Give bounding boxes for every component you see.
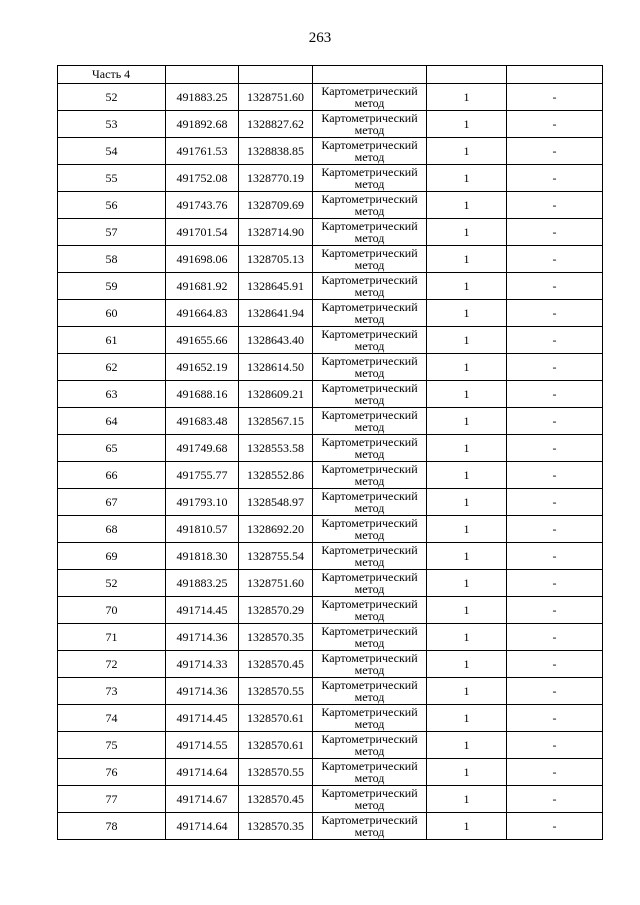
coordinate-x: 491755.77 [166, 462, 239, 489]
page-number: 263 [308, 30, 332, 46]
accuracy-value: 1 [427, 84, 507, 111]
note-value: - [507, 381, 603, 408]
table-row [58, 489, 603, 516]
method-cell [313, 597, 427, 624]
method-line-2: метод [354, 231, 385, 245]
table-row [58, 111, 603, 138]
empty-cell [427, 66, 507, 84]
accuracy-value: 1 [427, 408, 507, 435]
method-line-1: Картометрический [321, 381, 418, 395]
coordinate-y: 1328570.35 [239, 813, 313, 840]
note-value: - [507, 219, 603, 246]
point-number: 59 [58, 273, 166, 300]
method-line-2: метод [354, 717, 385, 731]
point-number: 73 [58, 678, 166, 705]
table-row [58, 165, 603, 192]
coordinate-y: 1328838.85 [239, 138, 313, 165]
coordinate-x: 491714.36 [166, 678, 239, 705]
note-value: - [507, 678, 603, 705]
note-value: - [507, 354, 603, 381]
coordinates-table [57, 65, 603, 840]
method-line-2: метод [354, 825, 385, 839]
coordinate-x: 491793.10 [166, 489, 239, 516]
method-cell [313, 381, 427, 408]
coordinate-x: 491655.66 [166, 327, 239, 354]
coordinate-x: 491892.68 [166, 111, 239, 138]
accuracy-value: 1 [427, 435, 507, 462]
method-cell [313, 273, 427, 300]
method-line-2: метод [354, 312, 385, 326]
point-number: 61 [58, 327, 166, 354]
method-line-1: Картометрический [321, 273, 418, 287]
table-row [58, 246, 603, 273]
empty-cell [313, 66, 427, 84]
coordinate-y: 1328614.50 [239, 354, 313, 381]
point-number: 52 [58, 84, 166, 111]
method-cell [313, 84, 427, 111]
coordinate-x: 491818.30 [166, 543, 239, 570]
accuracy-value: 1 [427, 705, 507, 732]
coordinate-y: 1328751.60 [239, 570, 313, 597]
method-cell [313, 732, 427, 759]
point-number: 78 [58, 813, 166, 840]
accuracy-value: 1 [427, 570, 507, 597]
method-line-1: Картометрический [321, 246, 418, 260]
accuracy-value: 1 [427, 381, 507, 408]
coordinate-x: 491701.54 [166, 219, 239, 246]
coordinate-y: 1328570.55 [239, 759, 313, 786]
point-number: 55 [58, 165, 166, 192]
table-row [58, 327, 603, 354]
method-line-2: метод [354, 798, 385, 812]
method-line-1: Картометрический [321, 732, 418, 746]
method-line-1: Картометрический [321, 651, 418, 665]
table-row [58, 381, 603, 408]
accuracy-value: 1 [427, 489, 507, 516]
method-line-2: метод [354, 636, 385, 650]
method-line-2: метод [354, 204, 385, 218]
method-line-1: Картометрический [321, 570, 418, 584]
accuracy-value: 1 [427, 354, 507, 381]
accuracy-value: 1 [427, 273, 507, 300]
method-line-1: Картометрический [321, 516, 418, 530]
coordinate-x: 491683.48 [166, 408, 239, 435]
coordinate-x: 491810.57 [166, 516, 239, 543]
coordinate-x: 491743.76 [166, 192, 239, 219]
note-value: - [507, 246, 603, 273]
coordinate-y: 1328570.61 [239, 732, 313, 759]
coordinate-y: 1328570.45 [239, 786, 313, 813]
method-line-1: Картометрический [321, 84, 418, 98]
method-line-2: метод [354, 447, 385, 461]
method-line-2: метод [354, 258, 385, 272]
point-number: 77 [58, 786, 166, 813]
accuracy-value: 1 [427, 786, 507, 813]
method-line-2: метод [354, 555, 385, 569]
table-row [58, 516, 603, 543]
accuracy-value: 1 [427, 165, 507, 192]
coordinate-x: 491714.67 [166, 786, 239, 813]
method-line-1: Картометрический [321, 219, 418, 233]
accuracy-value: 1 [427, 300, 507, 327]
method-line-1: Картометрический [321, 327, 418, 341]
note-value: - [507, 192, 603, 219]
method-line-2: метод [354, 474, 385, 488]
table-row [58, 786, 603, 813]
method-line-2: метод [354, 690, 385, 704]
method-line-2: метод [354, 528, 385, 542]
method-line-2: метод [354, 501, 385, 515]
note-value: - [507, 462, 603, 489]
note-value: - [507, 651, 603, 678]
point-number: 53 [58, 111, 166, 138]
accuracy-value: 1 [427, 327, 507, 354]
method-cell [313, 678, 427, 705]
table-row [58, 138, 603, 165]
coordinate-y: 1328643.40 [239, 327, 313, 354]
coordinate-x: 491698.06 [166, 246, 239, 273]
coordinate-y: 1328548.97 [239, 489, 313, 516]
coordinate-x: 491761.53 [166, 138, 239, 165]
method-cell [313, 246, 427, 273]
accuracy-value: 1 [427, 516, 507, 543]
note-value: - [507, 327, 603, 354]
coordinate-y: 1328609.21 [239, 381, 313, 408]
point-number: 75 [58, 732, 166, 759]
method-cell [313, 192, 427, 219]
method-line-2: метод [354, 96, 385, 110]
accuracy-value: 1 [427, 543, 507, 570]
method-line-1: Картометрический [321, 597, 418, 611]
method-line-1: Картометрический [321, 165, 418, 179]
method-line-2: метод [354, 609, 385, 623]
note-value: - [507, 570, 603, 597]
coordinate-x: 491752.08 [166, 165, 239, 192]
accuracy-value: 1 [427, 732, 507, 759]
coordinate-y: 1328570.35 [239, 624, 313, 651]
note-value: - [507, 165, 603, 192]
method-line-1: Картометрический [321, 786, 418, 800]
method-line-2: метод [354, 366, 385, 380]
table-row [58, 192, 603, 219]
coordinate-x: 491714.33 [166, 651, 239, 678]
accuracy-value: 1 [427, 219, 507, 246]
note-value: - [507, 543, 603, 570]
method-cell [313, 705, 427, 732]
method-cell [313, 354, 427, 381]
point-number: 63 [58, 381, 166, 408]
method-cell [313, 759, 427, 786]
method-line-2: метод [354, 744, 385, 758]
point-number: 70 [58, 597, 166, 624]
point-number: 54 [58, 138, 166, 165]
method-cell [313, 786, 427, 813]
coordinate-x: 491681.92 [166, 273, 239, 300]
coordinate-x: 491714.45 [166, 597, 239, 624]
coordinate-y: 1328751.60 [239, 84, 313, 111]
accuracy-value: 1 [427, 462, 507, 489]
table-row [58, 759, 603, 786]
note-value: - [507, 489, 603, 516]
empty-cell [166, 66, 239, 84]
coordinate-y: 1328570.55 [239, 678, 313, 705]
accuracy-value: 1 [427, 111, 507, 138]
coordinate-y: 1328827.62 [239, 111, 313, 138]
accuracy-value: 1 [427, 759, 507, 786]
method-line-1: Картометрический [321, 678, 418, 692]
accuracy-value: 1 [427, 624, 507, 651]
table-row [58, 543, 603, 570]
method-line-2: метод [354, 393, 385, 407]
method-line-1: Картометрический [321, 489, 418, 503]
note-value: - [507, 138, 603, 165]
note-value: - [507, 759, 603, 786]
table-row [58, 651, 603, 678]
note-value: - [507, 813, 603, 840]
method-line-2: метод [354, 285, 385, 299]
coordinate-x: 491714.45 [166, 705, 239, 732]
table-body [58, 66, 603, 840]
coordinate-y: 1328705.13 [239, 246, 313, 273]
note-value: - [507, 435, 603, 462]
method-line-1: Картометрический [321, 354, 418, 368]
point-number: 60 [58, 300, 166, 327]
method-line-2: метод [354, 339, 385, 353]
coordinate-y: 1328770.19 [239, 165, 313, 192]
method-line-1: Картометрический [321, 111, 418, 125]
method-cell [313, 651, 427, 678]
coordinate-x: 491688.16 [166, 381, 239, 408]
method-line-2: метод [354, 177, 385, 191]
table-row [58, 462, 603, 489]
note-value: - [507, 624, 603, 651]
table-row [58, 813, 603, 840]
empty-cell [507, 66, 603, 84]
table-row [58, 435, 603, 462]
coordinate-x: 491714.64 [166, 759, 239, 786]
method-cell [313, 435, 427, 462]
coordinate-y: 1328714.90 [239, 219, 313, 246]
point-number: 69 [58, 543, 166, 570]
coordinate-x: 491714.36 [166, 624, 239, 651]
method-cell [313, 543, 427, 570]
method-cell [313, 111, 427, 138]
part-header-row [58, 66, 603, 84]
method-line-1: Картометрический [321, 192, 418, 206]
coordinate-y: 1328567.15 [239, 408, 313, 435]
coordinate-y: 1328570.45 [239, 651, 313, 678]
table-row [58, 732, 603, 759]
table-row [58, 273, 603, 300]
table-row [58, 408, 603, 435]
coordinate-x: 491883.25 [166, 84, 239, 111]
method-cell [313, 165, 427, 192]
method-line-1: Картометрический [321, 813, 418, 827]
method-line-2: метод [354, 150, 385, 164]
coordinate-x: 491714.64 [166, 813, 239, 840]
point-number: 64 [58, 408, 166, 435]
table-row [58, 597, 603, 624]
table-row [58, 84, 603, 111]
accuracy-value: 1 [427, 597, 507, 624]
table-row [58, 354, 603, 381]
coordinate-y: 1328692.20 [239, 516, 313, 543]
note-value: - [507, 84, 603, 111]
method-line-2: метод [354, 663, 385, 677]
method-line-1: Картометрический [321, 705, 418, 719]
method-cell [313, 570, 427, 597]
method-line-2: метод [354, 582, 385, 596]
table-row [58, 219, 603, 246]
method-line-1: Картометрический [321, 462, 418, 476]
note-value: - [507, 300, 603, 327]
note-value: - [507, 786, 603, 813]
point-number: 67 [58, 489, 166, 516]
note-value: - [507, 111, 603, 138]
table-row [58, 678, 603, 705]
coordinate-x: 491714.55 [166, 732, 239, 759]
point-number: 65 [58, 435, 166, 462]
note-value: - [507, 597, 603, 624]
coordinate-y: 1328570.29 [239, 597, 313, 624]
point-number: 57 [58, 219, 166, 246]
method-cell [313, 813, 427, 840]
method-line-1: Картометрический [321, 759, 418, 773]
accuracy-value: 1 [427, 813, 507, 840]
accuracy-value: 1 [427, 246, 507, 273]
note-value: - [507, 408, 603, 435]
method-cell [313, 300, 427, 327]
method-line-1: Картометрический [321, 300, 418, 314]
point-number: 56 [58, 192, 166, 219]
coordinate-y: 1328709.69 [239, 192, 313, 219]
method-line-2: метод [354, 420, 385, 434]
method-line-2: метод [354, 771, 385, 785]
method-cell [313, 408, 427, 435]
point-number: 71 [58, 624, 166, 651]
point-number: 74 [58, 705, 166, 732]
coordinate-y: 1328570.61 [239, 705, 313, 732]
table-row [58, 624, 603, 651]
coordinate-x: 491664.83 [166, 300, 239, 327]
note-value: - [507, 705, 603, 732]
empty-cell [239, 66, 313, 84]
method-line-1: Картометрический [321, 624, 418, 638]
coordinate-y: 1328645.91 [239, 273, 313, 300]
point-number: 68 [58, 516, 166, 543]
coordinate-y: 1328553.58 [239, 435, 313, 462]
note-value: - [507, 516, 603, 543]
coordinate-y: 1328552.86 [239, 462, 313, 489]
method-line-1: Картометрический [321, 543, 418, 557]
note-value: - [507, 732, 603, 759]
method-cell [313, 462, 427, 489]
point-number: 58 [58, 246, 166, 273]
accuracy-value: 1 [427, 651, 507, 678]
note-value: - [507, 273, 603, 300]
method-line-2: метод [354, 123, 385, 137]
method-cell [313, 624, 427, 651]
coordinate-y: 1328641.94 [239, 300, 313, 327]
accuracy-value: 1 [427, 678, 507, 705]
method-cell [313, 219, 427, 246]
table-row [58, 705, 603, 732]
coordinate-x: 491749.68 [166, 435, 239, 462]
method-cell [313, 516, 427, 543]
coordinate-x: 491883.25 [166, 570, 239, 597]
table-row [58, 300, 603, 327]
method-cell [313, 138, 427, 165]
method-cell [313, 489, 427, 516]
point-number: 66 [58, 462, 166, 489]
point-number: 72 [58, 651, 166, 678]
accuracy-value: 1 [427, 192, 507, 219]
method-line-1: Картометрический [321, 408, 418, 422]
accuracy-value: 1 [427, 138, 507, 165]
coordinate-y: 1328755.54 [239, 543, 313, 570]
table-row [58, 570, 603, 597]
method-line-1: Картометрический [321, 138, 418, 152]
point-number: 76 [58, 759, 166, 786]
part-label: Часть 4 [58, 66, 166, 84]
point-number: 62 [58, 354, 166, 381]
coordinate-x: 491652.19 [166, 354, 239, 381]
method-cell [313, 327, 427, 354]
point-number: 52 [58, 570, 166, 597]
method-line-1: Картометрический [321, 435, 418, 449]
